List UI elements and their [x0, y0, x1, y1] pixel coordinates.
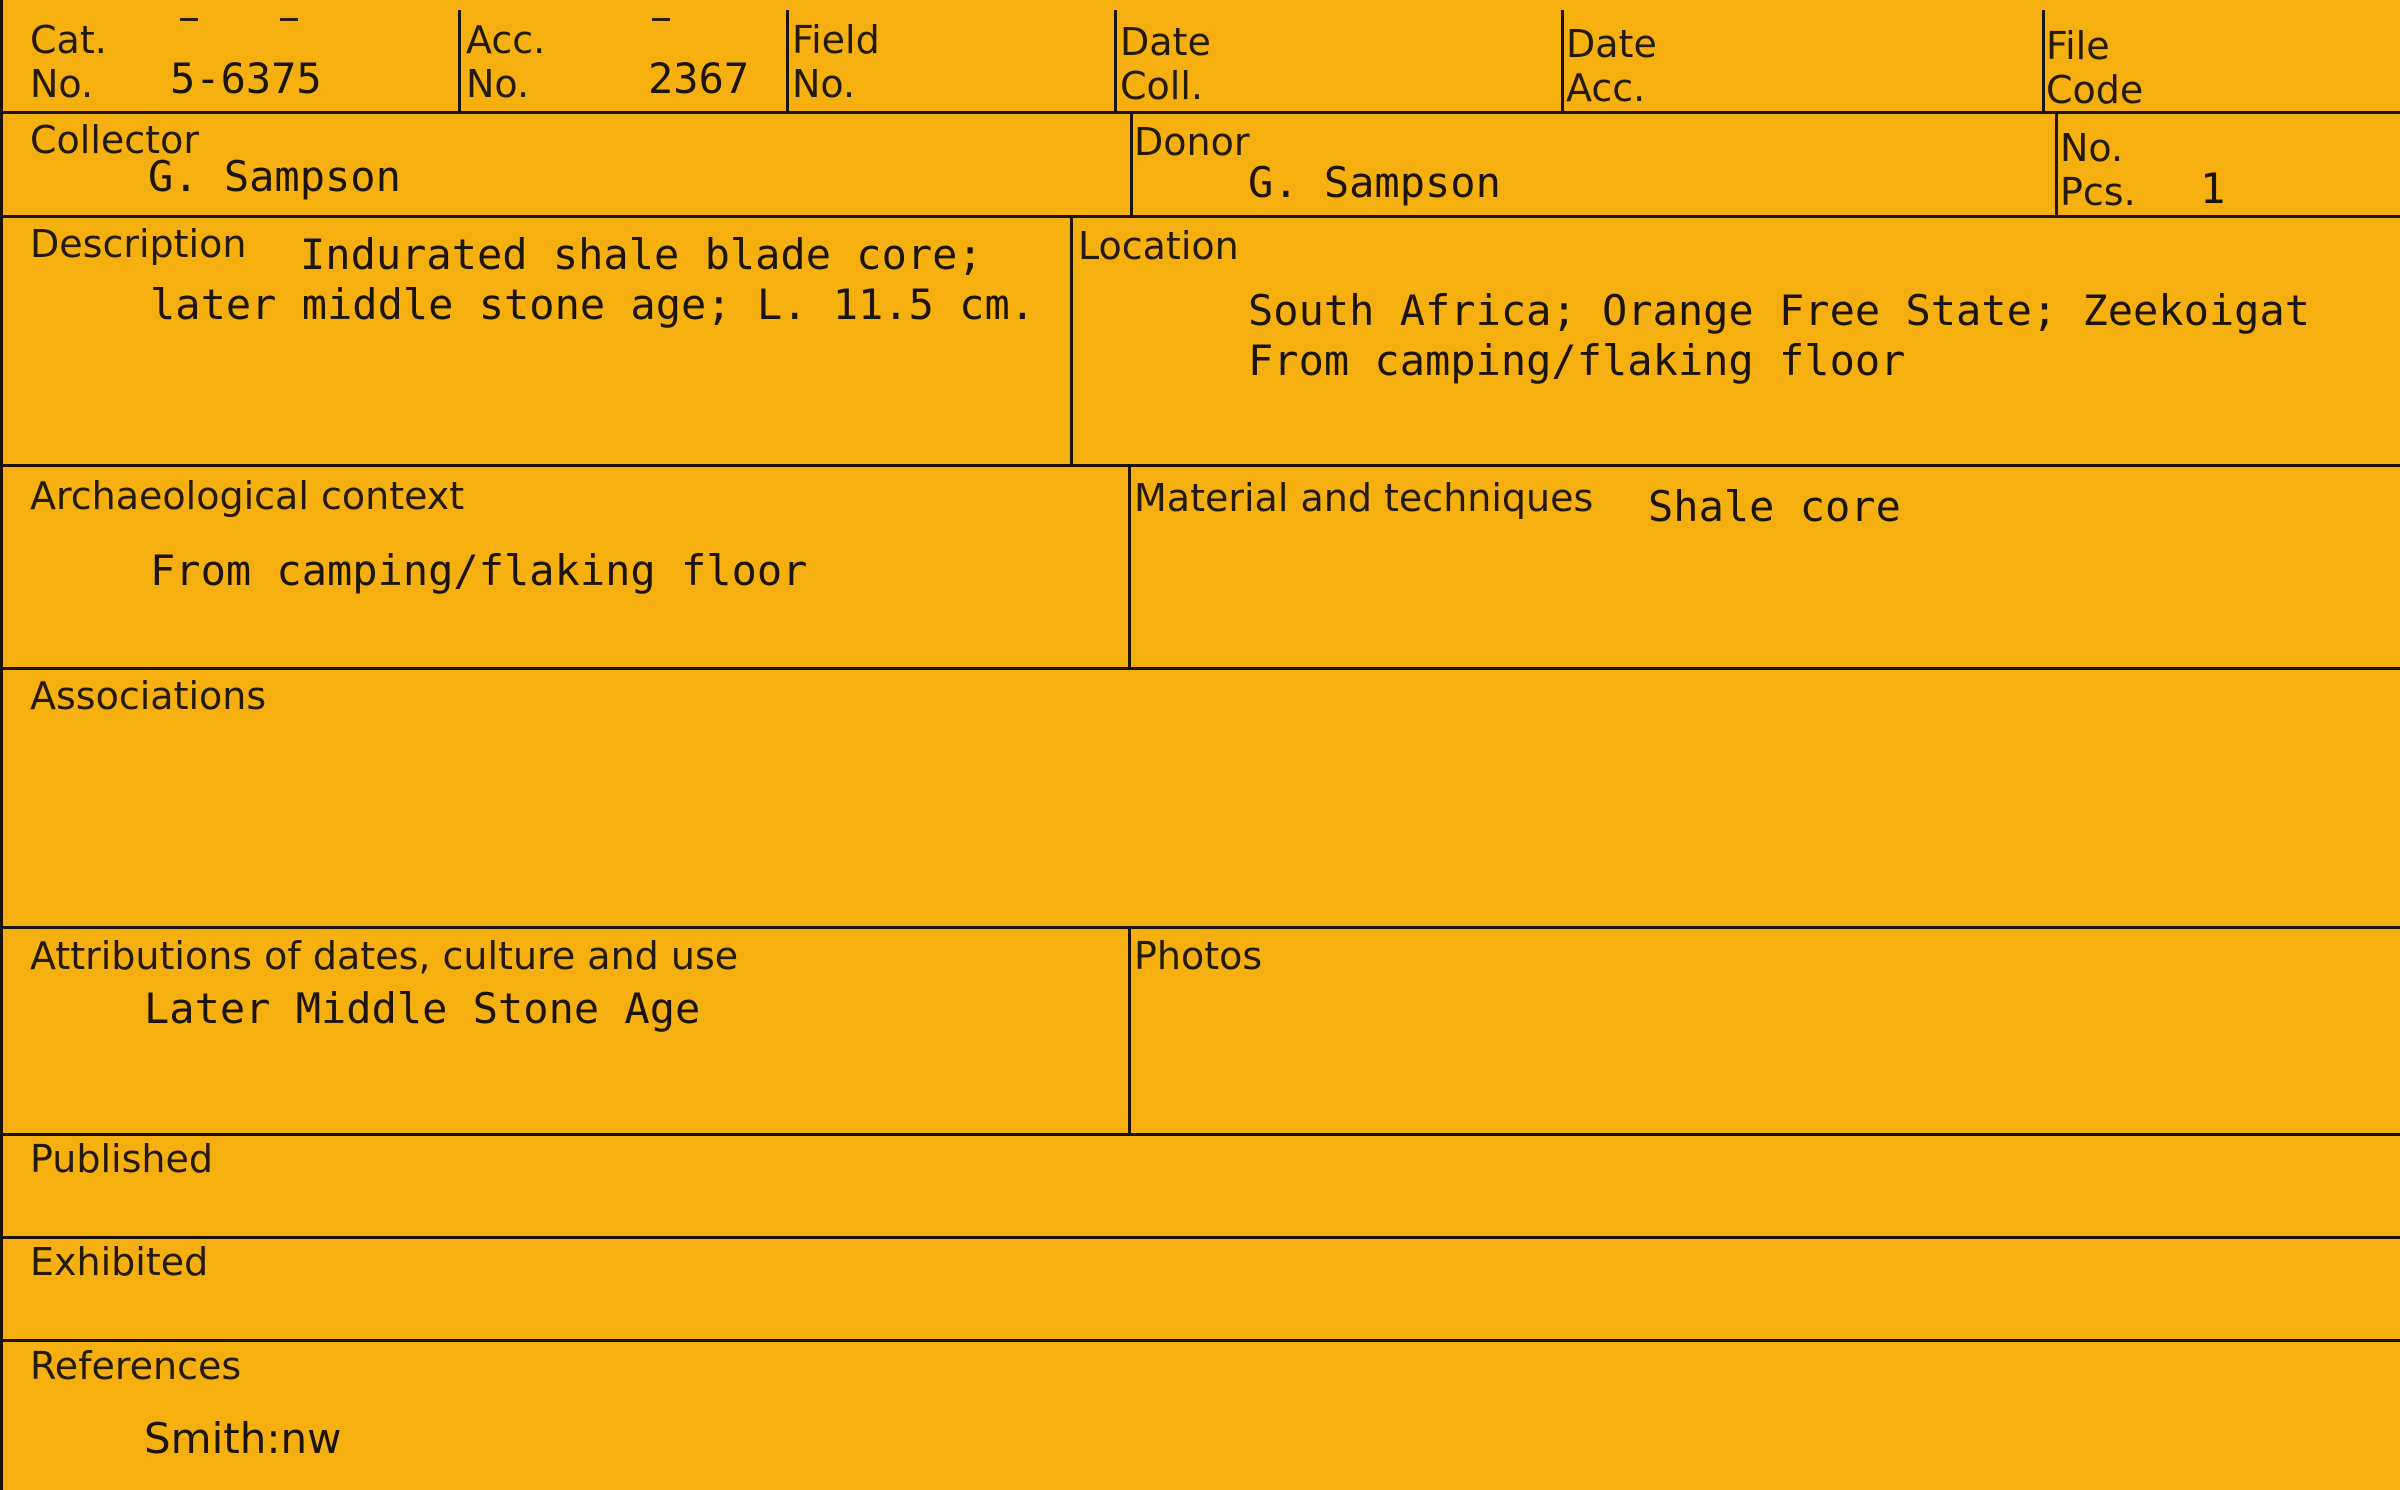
- description-line1: Indurated shale blade core;: [300, 230, 983, 279]
- rule-left-edge: [0, 0, 3, 1490]
- acc-no-label-bottom: No.: [466, 62, 530, 106]
- location-line2: From camping/flaking floor: [1248, 336, 1906, 385]
- rule-field-datecoll: [1114, 10, 1117, 113]
- location-label: Location: [1078, 224, 1239, 268]
- rule-attributions-photos: [1128, 926, 1131, 1135]
- pieces-label-top: No.: [2060, 126, 2124, 170]
- header-dash: [652, 18, 670, 21]
- collector-value: G. Sampson: [148, 152, 401, 201]
- rule-collector-donor: [1130, 111, 1133, 217]
- rule-acc-field: [786, 10, 789, 113]
- rule-description-bottom: [0, 464, 2400, 467]
- rule-cat-acc: [458, 10, 461, 113]
- photos-label: Photos: [1134, 934, 1263, 978]
- material-techniques-label: Material and techniques: [1134, 476, 1594, 520]
- rule-attributions-bottom: [0, 1133, 2400, 1136]
- acc-no-value: 2367: [648, 54, 750, 103]
- date-coll-label-bottom: Coll.: [1120, 64, 1203, 108]
- rule-header-bottom: [0, 111, 2400, 114]
- rule-datecoll-dateacc: [1561, 10, 1564, 113]
- cat-no-label-bottom: No.: [30, 62, 94, 106]
- rule-donor-pieces: [2055, 111, 2058, 217]
- header-dash: [280, 18, 298, 21]
- rule-dateacc-filecode: [2042, 10, 2045, 113]
- date-acc-label-bottom: Acc.: [1566, 66, 1646, 110]
- field-no-label-bottom: No.: [792, 62, 856, 106]
- rule-context-material: [1128, 464, 1131, 669]
- rule-published-bottom: [0, 1236, 2400, 1239]
- rule-context-bottom: [0, 667, 2400, 670]
- rule-associations-bottom: [0, 926, 2400, 929]
- file-code-label-bottom: Code: [2046, 68, 2144, 112]
- pieces-label-bottom: Pcs.: [2060, 170, 2136, 214]
- field-no-label-top: Field: [792, 18, 880, 62]
- rule-collector-bottom: [0, 215, 2400, 218]
- references-value: Smith:nw: [144, 1414, 342, 1463]
- material-techniques-value: Shale core: [1648, 482, 1901, 531]
- date-coll-label-top: Date: [1120, 20, 1211, 64]
- date-acc-label-top: Date: [1566, 22, 1657, 66]
- archaeological-context-label: Archaeological context: [30, 474, 465, 518]
- published-label: Published: [30, 1137, 213, 1181]
- donor-label: Donor: [1134, 120, 1250, 164]
- cat-no-label-top: Cat.: [30, 18, 107, 62]
- associations-label: Associations: [30, 674, 267, 718]
- collector-label: Collector: [30, 118, 199, 162]
- attributions-value: Later Middle Stone Age: [144, 984, 701, 1033]
- attributions-label: Attributions of dates, culture and use: [30, 934, 739, 978]
- rule-exhibited-bottom: [0, 1339, 2400, 1342]
- acc-no-label-top: Acc.: [466, 18, 546, 62]
- file-code-label-top: File: [2046, 24, 2110, 68]
- references-label: References: [30, 1344, 242, 1388]
- donor-value: G. Sampson: [1248, 158, 1501, 207]
- cat-no-value: 5-6375: [170, 54, 322, 103]
- description-line2: later middle stone age; L. 11.5 cm.: [150, 280, 1036, 329]
- rule-description-location: [1070, 215, 1073, 466]
- pieces-value: 1: [2200, 164, 2226, 213]
- archaeological-context-value: From camping/flaking floor: [150, 546, 808, 595]
- header-dash: [180, 18, 198, 21]
- exhibited-label: Exhibited: [30, 1240, 209, 1284]
- location-line1: South Africa; Orange Free State; Zeekoigat: [1248, 286, 2311, 335]
- description-label: Description: [30, 222, 247, 266]
